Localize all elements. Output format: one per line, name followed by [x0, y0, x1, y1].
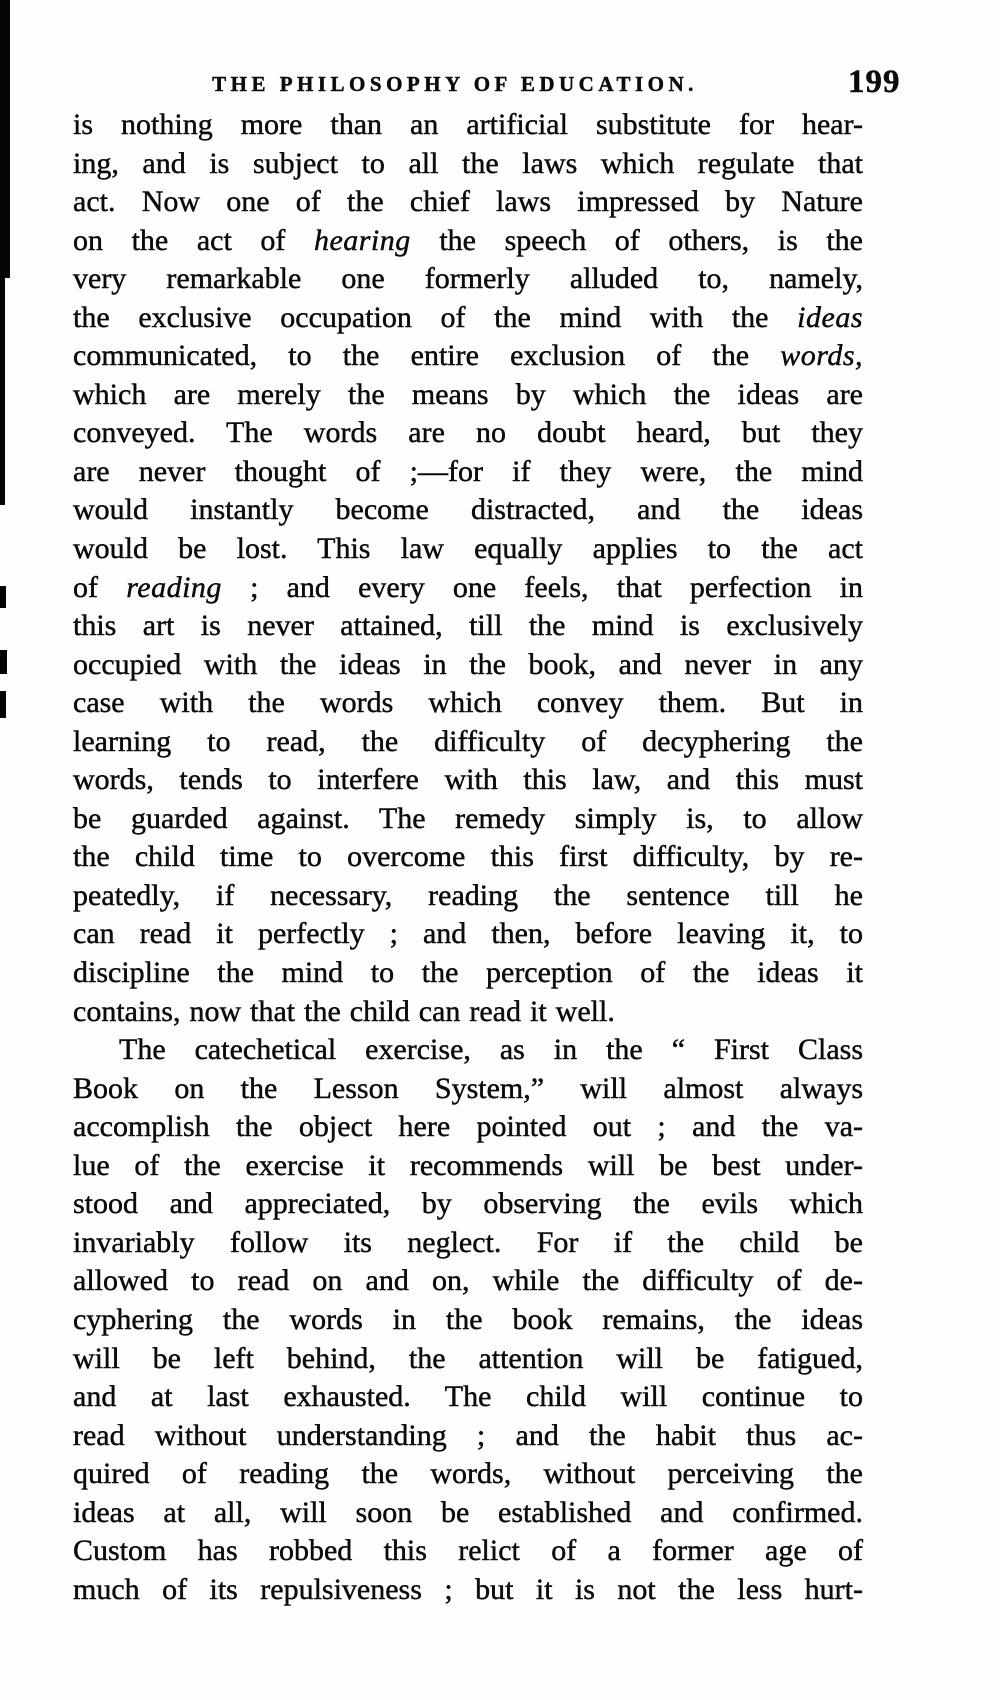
- text-line: very remarkable one formerly alluded to, namely,: [73, 262, 863, 296]
- text-line: The catechetical exercise, as in the “ First Class: [119, 1033, 863, 1067]
- text-line: ing, and is subject to all the laws which regulate that: [73, 146, 863, 180]
- body-lines: [73, 106, 863, 1609]
- text-line: this art is never attained, till the mind is exclusively: [73, 609, 863, 643]
- text-line: contains, now that the child can read it well.: [73, 994, 615, 1028]
- text-line: occupied with the ideas in the book, and never in any: [73, 647, 863, 681]
- text-line: lue of the exercise it recommends will be best under-: [73, 1148, 863, 1182]
- text-line: are never thought of ;—for if they were, the mind: [73, 454, 863, 488]
- text-line: case with the words which convey them. But in: [73, 686, 863, 720]
- text-line: peatedly, if necessary, reading the sentence till he: [73, 878, 863, 912]
- page-title: THE PHILOSOPHY OF EDUCATION.: [212, 72, 698, 96]
- text-line: Custom has robbed this relict of a former age of: [73, 1534, 863, 1568]
- text-line: would instantly become distracted, and the ideas: [73, 493, 863, 527]
- text-line: ideas at all, will soon be established and confirmed.: [73, 1495, 863, 1529]
- text-line: the child time to overcome this first difficulty, by re-: [73, 840, 863, 874]
- text-line: stood and appreciated, by observing the evils which: [73, 1187, 863, 1221]
- text-line: is nothing more than an artificial substitute for hear-: [73, 108, 863, 141]
- scan-artifact-tick-1: [0, 586, 6, 608]
- text-line: much of its repulsiveness ; but it is not the less hurt-: [73, 1572, 863, 1606]
- text-line: communicated, to the entire exclusion of the words,: [73, 339, 863, 373]
- text-line: act. Now one of the chief laws impressed by Nature: [73, 185, 863, 219]
- text-line: words, tends to interfere with this law, and this must: [73, 763, 863, 797]
- text-line: allowed to read on and on, while the difficulty of de-: [73, 1264, 863, 1298]
- text-line: conveyed. The words are no doubt heard, but they: [73, 416, 863, 450]
- text-line: Book on the Lesson System,” will almost always: [73, 1071, 863, 1105]
- text-line: would be lost. This law equally applies to the act: [73, 532, 863, 566]
- text-line: on the act of hearing the speech of others, is the: [73, 223, 863, 257]
- text-line: will be left behind, the attention will be fatigued,: [73, 1341, 863, 1375]
- text-line: discipline the mind to the perception of the ideas it: [73, 956, 863, 990]
- scan-artifact-tick-3: [0, 691, 6, 718]
- scan-artifact-tick-2: [0, 650, 7, 674]
- text-line: which are merely the means by which the ideas are: [73, 377, 863, 411]
- page-number: 199: [848, 64, 901, 100]
- text-line: accomplish the object here pointed out ; and the va-: [73, 1110, 863, 1144]
- text-line: of reading ; and every one feels, that perfection in: [73, 570, 863, 604]
- text-line: the exclusive occupation of the mind with the ideas: [73, 300, 863, 334]
- text-line: invariably follow its neglect. For if the child be: [73, 1225, 863, 1259]
- text-line: read without understanding ; and the habit thus ac-: [73, 1418, 863, 1452]
- text-line: learning to read, the difficulty of decyphering the: [73, 724, 863, 758]
- text-line: cyphering the words in the book remains, the ideas: [73, 1302, 863, 1336]
- text-line: can read it perfectly ; and then, before leaving it, to: [73, 917, 863, 951]
- text-line: be guarded against. The remedy simply is, to allow: [73, 801, 863, 835]
- text-line: and at last exhausted. The child will continue to: [73, 1380, 863, 1414]
- scan-artifact-bar-mid: [0, 270, 5, 505]
- scan-artifact-bar-top: [0, 0, 10, 278]
- text-line: quired of reading the words, without perceiving the: [73, 1457, 863, 1491]
